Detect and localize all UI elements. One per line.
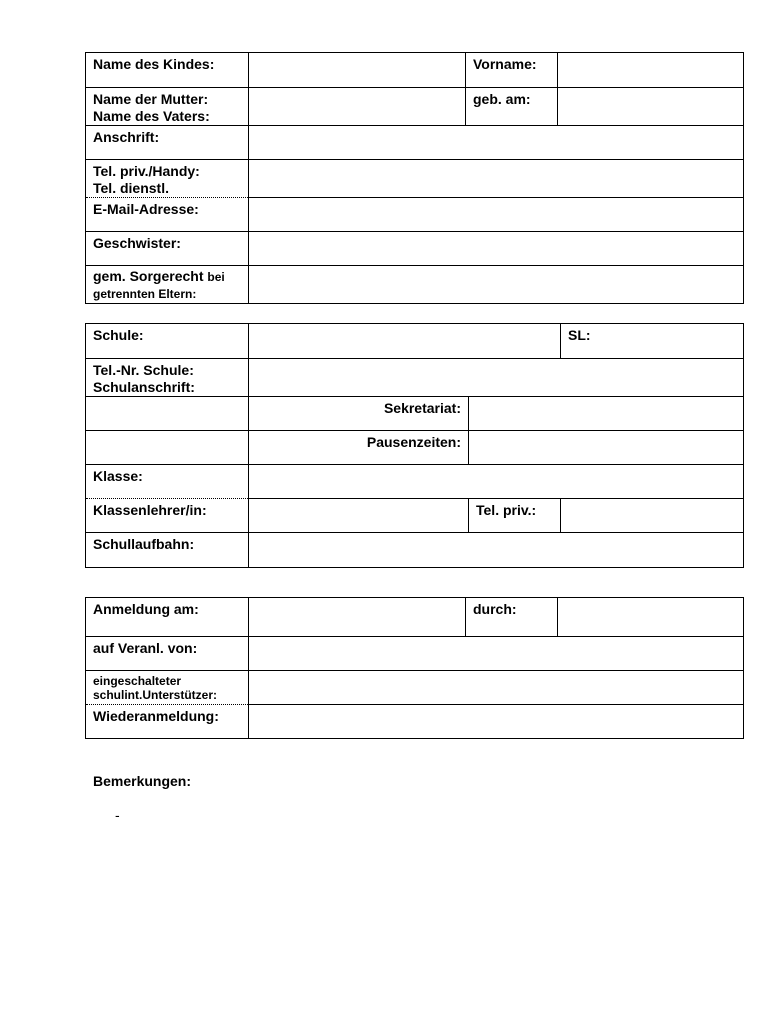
child-name-label: Name des Kindes:: [86, 53, 249, 88]
address-field[interactable]: [249, 126, 744, 160]
supporter-label-line2: schulint.Unterstützer:: [93, 688, 218, 702]
initiated-by-label: auf Veranl. von:: [86, 637, 249, 671]
supporter-field[interactable]: [249, 671, 744, 705]
supporter-label-line1: eingeschalteter: [93, 674, 182, 688]
class-teacher-field[interactable]: [249, 499, 469, 533]
break-times-label: Pausenzeiten:: [249, 431, 469, 465]
school-career-label: Schullaufbahn:: [86, 533, 249, 568]
registered-field[interactable]: [249, 598, 466, 637]
remarks-label: Bemerkungen:: [93, 773, 192, 789]
school-label: Schule:: [86, 324, 249, 359]
custody-label-sub: getrennten Eltern:: [93, 287, 197, 301]
registered-label: Anmeldung am:: [86, 598, 249, 637]
child-name-field[interactable]: [249, 53, 466, 88]
custody-label-bei: bei: [207, 270, 225, 284]
teacher-phone-field[interactable]: [561, 499, 744, 533]
address-label: Anschrift:: [86, 126, 249, 160]
school-info-table: [85, 323, 744, 568]
break-times-empty-cell[interactable]: [86, 431, 249, 465]
phone-label: [86, 160, 249, 198]
email-field[interactable]: [249, 198, 744, 232]
phone-private-label: Tel. priv./Handy:: [93, 163, 200, 179]
parents-name-label: [86, 88, 249, 126]
parents-name-field[interactable]: [249, 88, 466, 126]
birth-date-field[interactable]: [558, 88, 744, 126]
custody-label-main: gem. Sorgerecht: [93, 268, 204, 284]
school-field[interactable]: [249, 324, 561, 359]
teacher-phone-label: Tel. priv.:: [469, 499, 561, 533]
reregistration-field[interactable]: [249, 705, 744, 739]
phone-work-label: Tel. dienstl.: [93, 180, 169, 196]
first-name-label: Vorname:: [466, 53, 558, 88]
secretariat-label: Sekretariat:: [249, 397, 469, 431]
first-name-field[interactable]: [558, 53, 744, 88]
secretariat-field[interactable]: [469, 397, 744, 431]
reregistration-label: Wiederanmeldung:: [86, 705, 249, 739]
child-info-table: [85, 52, 744, 304]
custody-field[interactable]: [249, 266, 744, 304]
class-label: Klasse:: [86, 465, 249, 499]
by-label: durch:: [466, 598, 558, 637]
phone-field[interactable]: [249, 160, 744, 198]
class-teacher-label: Klassenlehrer/in:: [86, 499, 249, 533]
class-field[interactable]: [249, 465, 744, 499]
remarks-list-item[interactable]: -: [115, 807, 120, 823]
secretariat-empty-cell[interactable]: [86, 397, 249, 431]
email-label: E-Mail-Adresse:: [86, 198, 249, 232]
supporter-label: [86, 671, 249, 705]
initiated-by-field[interactable]: [249, 637, 744, 671]
break-times-field[interactable]: [469, 431, 744, 465]
school-address-label: Schulanschrift:: [93, 379, 195, 395]
siblings-field[interactable]: [249, 232, 744, 266]
school-phone-label: Tel.-Nr. Schule:: [93, 362, 194, 378]
registration-table: [85, 597, 744, 739]
school-contact-field[interactable]: [249, 359, 744, 397]
siblings-label: Geschwister:: [86, 232, 249, 266]
school-contact-label: [86, 359, 249, 397]
school-career-field[interactable]: [249, 533, 744, 568]
sl-label: SL:: [561, 324, 744, 359]
custody-label: [86, 266, 249, 304]
birth-date-label: geb. am:: [466, 88, 558, 126]
mother-name-label: Name der Mutter:: [93, 91, 209, 107]
father-name-label: Name des Vaters:: [93, 108, 210, 124]
by-field[interactable]: [558, 598, 744, 637]
